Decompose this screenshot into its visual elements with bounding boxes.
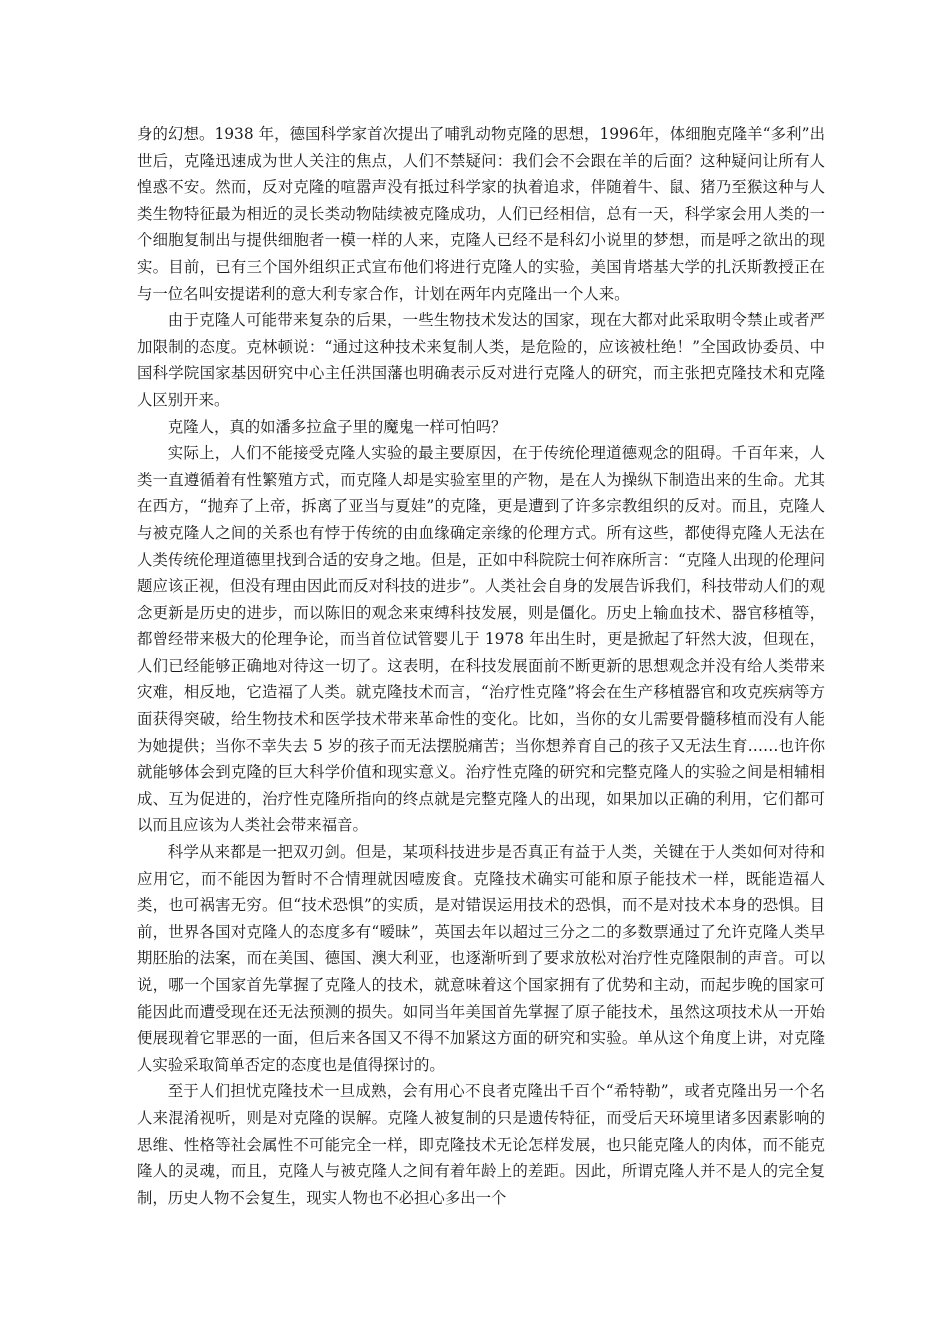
paragraph: 科学从来都是一把双刃剑。但是，某项科技进步是否真正有益于人类，关键在于人类如何对待和应用它，而不能因为暂时不合情理就因噎废食。克隆技术确实可能和原子能技术一样，既能造福人类，也可祸害无穷。但“技术恐惧”的实质，是对错误运用技术的恐惧，而不是对技术本身的恐惧。目前，世界各国对克隆人的态度多有“暧昧”，英国去年以超过三分之二的多数票通过了允许克隆人类早期胚胎的法案，而在美国、德国、澳大利亚，也逐渐听到了要求放松对治疗性克隆限制的声音。可以说，哪一个国家首先掌握了克隆人的技术，就意味着这个国家拥有了优势和主动，而起步晚的国家可能因此而遭受现在还无法预测的损失。如同当年美国首先掌握了原子能技术，虽然这项技术从一开始便展现着它罪恶的一面，但后来各国又不得不加紧这方面的研究和实验。单从这个角度上讲，对克隆人实验采取简单否定的态度也是值得探讨的。	[137, 843, 825, 1074]
paragraph-continued: 身的幻想。1938 年，德国科学家首次提出了哺乳动物克隆的思想，1996年，体细胞克隆羊“多利”出世后，克隆迅速成为世人关注的焦点，人们不禁疑问：我们会不会跟在羊的后面？这种疑问让所有人惶惑不安。然而，反对克隆的喧嚣声没有抵过科学家的执着追求，伴随着牛、鼠、猪乃至猴这种与人类生物特征最为相近的灵长类动物陆续被克隆成功，人们已经相信，总有一天，科学家会用人类的一个细胞复制出与提供细胞者一模一样的人来，克隆人已经不是科幻小说里的梦想，而是呼之欲出的现实。目前，已有三个国外组织正式宣布他们将进行克隆人的实验，美国肯塔基大学的扎沃斯教授正在与一位名叫安提诺利的意大利专家合作，计划在两年内克隆出一个人来。	[137, 125, 825, 303]
paragraph: 克隆人，真的如潘多拉盒子里的魔鬼一样可怕吗？	[167, 417, 507, 436]
document-body	[137, 121, 825, 1211]
paragraph: 实际上，人们不能接受克隆人实验的最主要原因，在于传统伦理道德观念的阻碍。千百年来，人类一直遵循着有性繁殖方式，而克隆人却是实验室里的产物，是在人为操纵下制造出来的生命。尤其在西方，“抛弃了上帝，拆离了亚当与夏娃”的克隆，更是遭到了许多宗教组织的反对。而且，克隆人与被克隆人之间的关系也有悖于传统的由血缘确定亲缘的伦理方式。所有这些，都使得克隆人无法在人类传统伦理道德里找到合适的安身之地。但是，正如中科院院士何祚庥所言：“克隆人出现的伦理问题应该正视，但没有理由因此而反对科技的进步”。人类社会自身的发展告诉我们，科技带动人们的观念更新是历史的进步，而以陈旧的观念来束缚科技发展，则是僵化。历史上输血技术、器官移植等，都曾经带来极大的伦理争论，而当首位试管婴儿于 1978 年出生时，更是掀起了轩然大波，但现在，人们已经能够正确地对待这一切了。这表明，在科技发展面前不断更新的思想观念并没有给人类带来灾难，相反地，它造福了人类。就克隆技术而言，“治疗性克隆”将会在生产移植器官和攻克疾病等方面获得突破，给生物技术和医学技术带来革命性的变化。比如，当你的女儿需要骨髓移植而没有人能为她提供；当你不幸失去 5 岁的孩子而无法摆脱痛苦；当你想养育自己的孩子又无法生育……也许你就能够体会到克隆的巨大科学价值和现实意义。治疗性克隆的研究和完整克隆人的实验之间是相辅相成、互为促进的，治疗性克隆所指向的终点就是完整克隆人的出现，如果加以正确的利用，它们都可以而且应该为人类社会带来福音。	[137, 444, 825, 835]
paragraph: 至于人们担忧克隆技术一旦成熟，会有用心不良者克隆出千百个“希特勒”，或者克隆出另一个名人来混淆视听，则是对克隆的误解。克隆人被复制的只是遗传特征，而受后天环境里诸多因素影响的思维、性格等社会属性不可能完全一样，即克隆技术无论怎样发展，也只能克隆人的肉体，而不能克隆人的灵魂，而且，克隆人与被克隆人之间有着年龄上的差距。因此，所谓克隆人并不是人的完全复制，历史人物不会复生，现实人物也不必担心多出一个	[137, 1082, 825, 1207]
paragraph: 由于克隆人可能带来复杂的后果，一些生物技术发达的国家，现在大都对此采取明令禁止或者严加限制的态度。克林顿说：“通过这种技术来复制人类，是危险的，应该被杜绝！”全国政协委员、中国科学院国家基因研究中心主任洪国藩也明确表示反对进行克隆人的研究，而主张把克隆技术和克隆人区别开来。	[137, 311, 825, 409]
